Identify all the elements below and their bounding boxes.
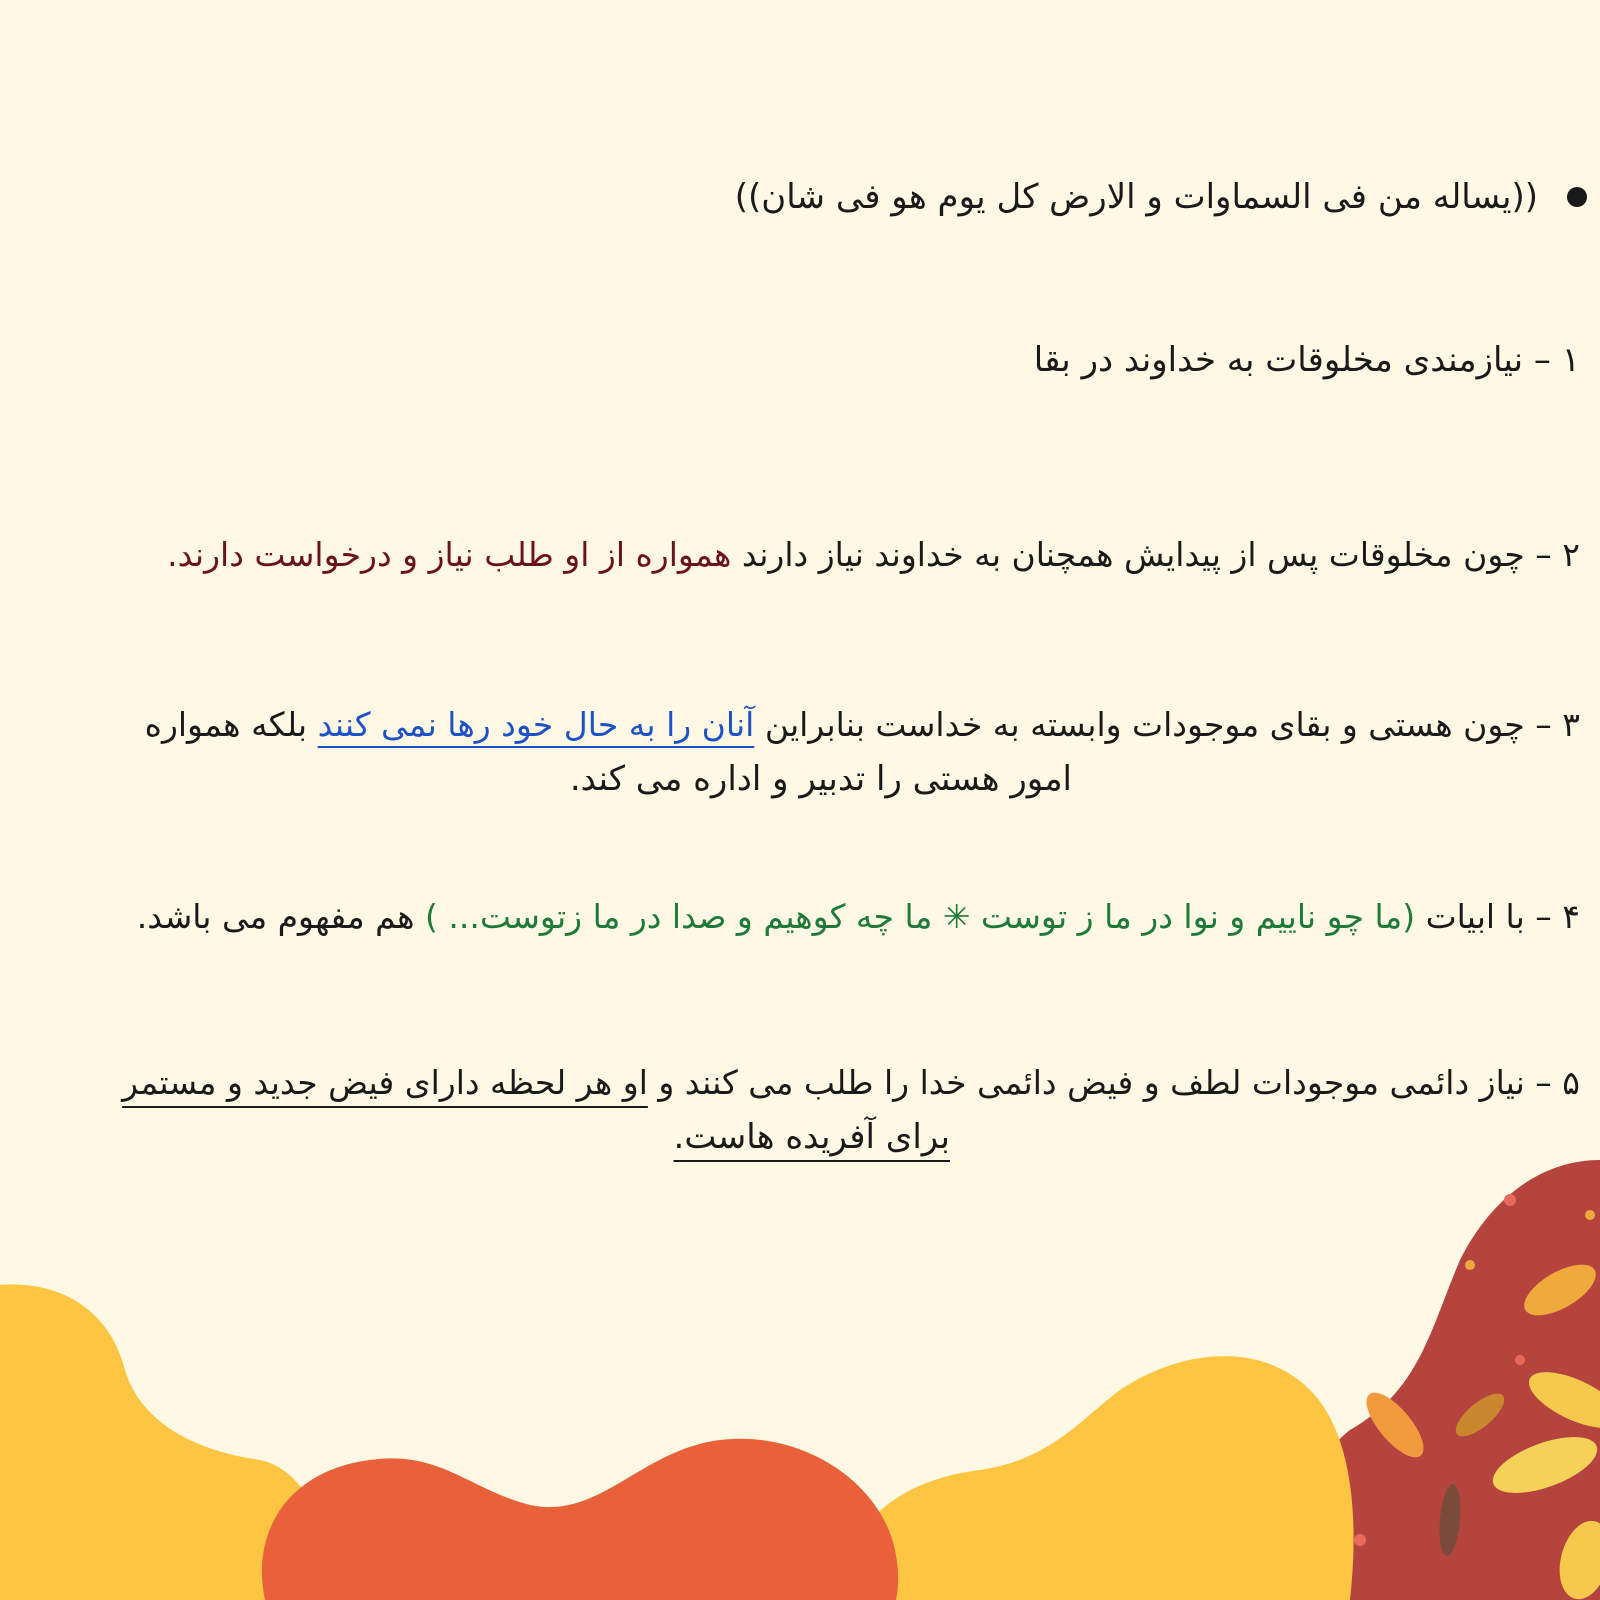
item-1-text: ۱ – نیازمندی مخلوقات به خداوند در بقا — [1033, 340, 1580, 380]
item-3-highlight: آنان را به حال خود رها نمی کنند — [317, 705, 755, 744]
item-4 — [137, 892, 1580, 942]
item-5-text: ۵ – نیاز دائمی موجودات لطف و فیض دائمی خدا را طلب می کنند و — [647, 1063, 1580, 1102]
item-5-underlined: او هر لحظه دارای فیض جدید و مستمر — [122, 1063, 648, 1102]
item-2-highlight: همواره از او طلب نیاز و درخواست دارند. — [167, 535, 732, 574]
item-5-line-2 — [674, 1112, 950, 1162]
item-5-continuation: برای آفریده هاست. — [673, 1117, 950, 1157]
orange-blob-center — [262, 1439, 898, 1600]
bullet-dot — [1567, 187, 1587, 207]
item-4-text-end: هم مفهوم می باشد. — [136, 897, 426, 936]
yellow-blob-right — [830, 1356, 1354, 1600]
item-3-text-end: بلکه همواره — [144, 705, 318, 744]
quran-verse-text: ((یساله من فی السماوات و الارض کل یوم هو فی شان)) — [734, 177, 1538, 217]
item-3-continuation: امور هستی را تدبیر و اداره می کند. — [569, 759, 1072, 799]
item-3-line-2 — [570, 754, 1072, 804]
item-3-text: ۳ – چون هستی و بقای موجودات وابسته به خداست بنابراین — [754, 705, 1580, 744]
item-2-text: ۲ – چون مخلوقات پس از پیدایش همچنان به خداوند نیاز دارند — [731, 535, 1580, 574]
item-5-line-1 — [122, 1058, 1580, 1108]
quran-verse-line — [735, 172, 1538, 222]
item-2 — [167, 530, 1580, 580]
item-4-text: ۴ – با ابیات — [1415, 897, 1580, 936]
item-1 — [1034, 335, 1580, 385]
item-3-line-1 — [145, 700, 1580, 750]
item-4-poem: (ما چو ناییم و نوا در ما ز توست ✳ ما چه کوهیم و صدا در ما زتوست... ) — [425, 897, 1416, 936]
